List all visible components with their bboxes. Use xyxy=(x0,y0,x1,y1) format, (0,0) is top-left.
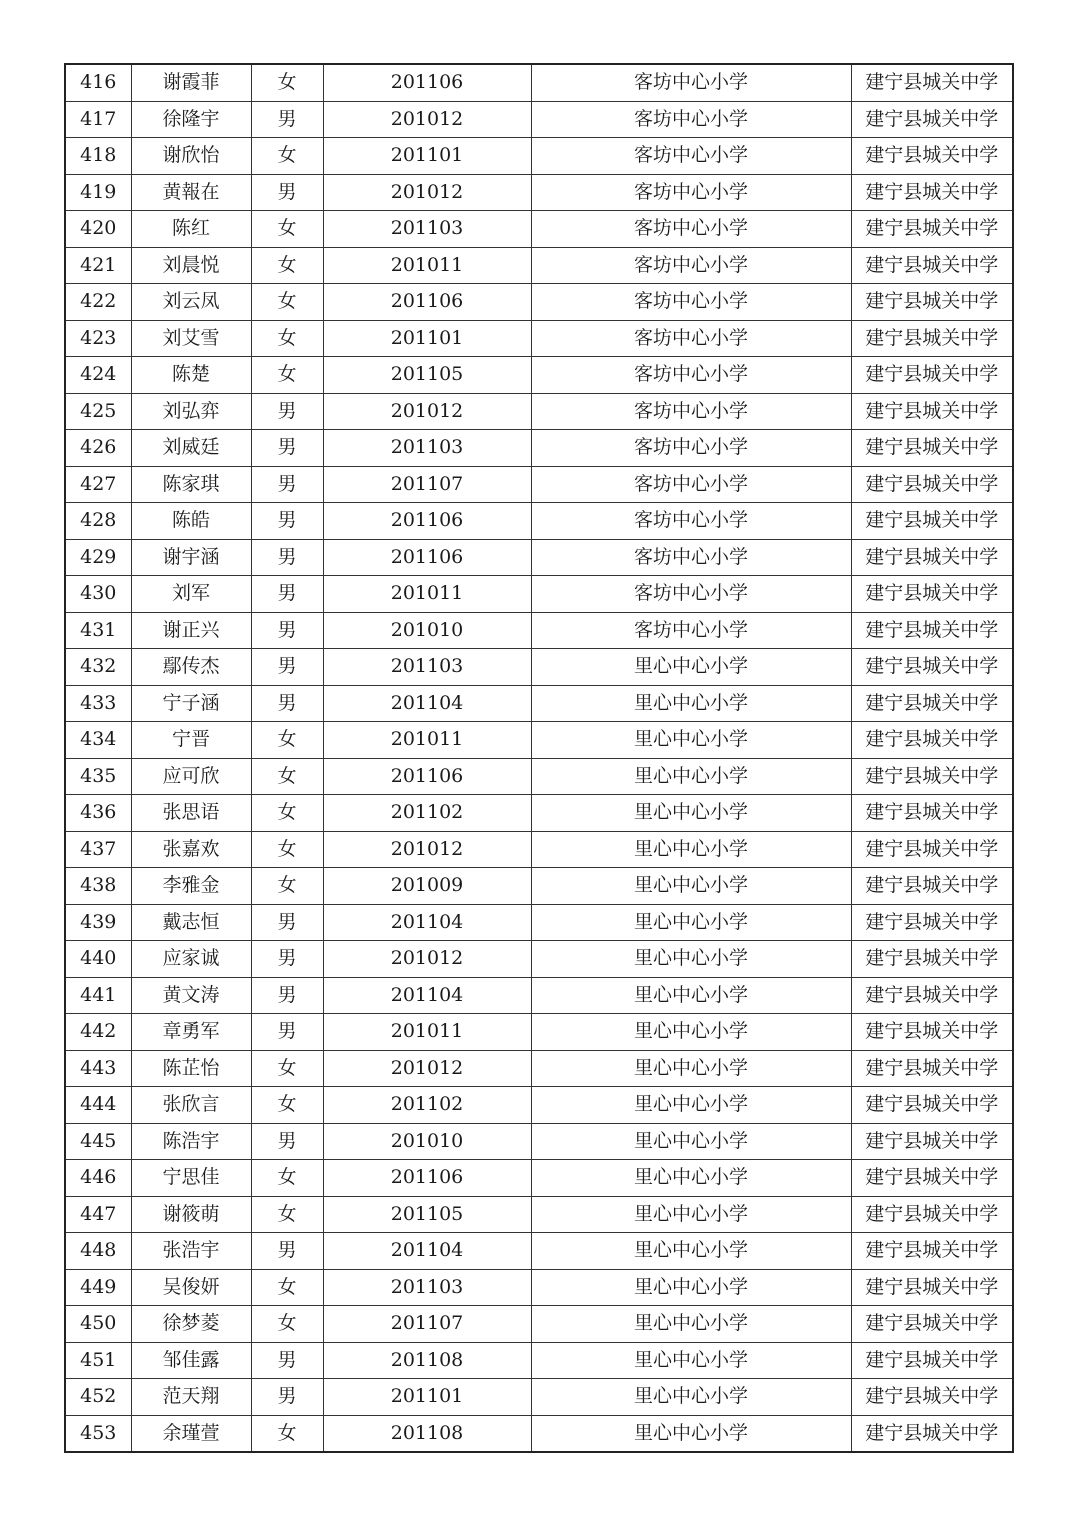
gender-cell: 女 xyxy=(251,831,323,868)
birth-month-cell: 201108 xyxy=(323,1415,531,1452)
serial-number-cell: 424 xyxy=(65,357,131,394)
serial-number-cell: 448 xyxy=(65,1233,131,1270)
assigned-middle-school-cell: 建宁县城关中学 xyxy=(851,64,1013,101)
primary-school-cell: 里心中心小学 xyxy=(531,1415,851,1452)
assigned-middle-school-cell: 建宁县城关中学 xyxy=(851,649,1013,686)
gender-cell: 女 xyxy=(251,722,323,759)
gender-cell: 男 xyxy=(251,174,323,211)
student-name-cell: 徐梦菱 xyxy=(131,1306,251,1343)
assigned-middle-school-cell: 建宁县城关中学 xyxy=(851,466,1013,503)
birth-month-cell: 201106 xyxy=(323,64,531,101)
assigned-middle-school-cell: 建宁县城关中学 xyxy=(851,393,1013,430)
serial-number-cell: 426 xyxy=(65,430,131,467)
assigned-middle-school-cell: 建宁县城关中学 xyxy=(851,247,1013,284)
serial-number-cell: 435 xyxy=(65,758,131,795)
serial-number-cell: 419 xyxy=(65,174,131,211)
gender-cell: 男 xyxy=(251,576,323,613)
student-name-cell: 应可欣 xyxy=(131,758,251,795)
student-name-cell: 余瑾萱 xyxy=(131,1415,251,1452)
assigned-middle-school-cell: 建宁县城关中学 xyxy=(851,357,1013,394)
table-row xyxy=(65,685,1013,722)
assigned-middle-school-cell: 建宁县城关中学 xyxy=(851,977,1013,1014)
student-name-cell: 黄報在 xyxy=(131,174,251,211)
birth-month-cell: 201011 xyxy=(323,1014,531,1051)
table-row xyxy=(65,1014,1013,1051)
table-row xyxy=(65,1415,1013,1452)
primary-school-cell: 里心中心小学 xyxy=(531,1306,851,1343)
primary-school-cell: 客坊中心小学 xyxy=(531,138,851,175)
primary-school-cell: 里心中心小学 xyxy=(531,904,851,941)
table-row xyxy=(65,466,1013,503)
serial-number-cell: 446 xyxy=(65,1160,131,1197)
gender-cell: 男 xyxy=(251,503,323,540)
primary-school-cell: 客坊中心小学 xyxy=(531,211,851,248)
assigned-middle-school-cell: 建宁县城关中学 xyxy=(851,868,1013,905)
student-name-cell: 刘弘弈 xyxy=(131,393,251,430)
gender-cell: 男 xyxy=(251,1233,323,1270)
student-name-cell: 陈家琪 xyxy=(131,466,251,503)
student-name-cell: 章勇军 xyxy=(131,1014,251,1051)
student-name-cell: 张嘉欢 xyxy=(131,831,251,868)
assigned-middle-school-cell: 建宁县城关中学 xyxy=(851,831,1013,868)
birth-month-cell: 201012 xyxy=(323,831,531,868)
assigned-middle-school-cell: 建宁县城关中学 xyxy=(851,1087,1013,1124)
student-name-cell: 张欣言 xyxy=(131,1087,251,1124)
birth-month-cell: 201012 xyxy=(323,101,531,138)
table-row xyxy=(65,1379,1013,1416)
serial-number-cell: 441 xyxy=(65,977,131,1014)
gender-cell: 女 xyxy=(251,357,323,394)
student-name-cell: 陈红 xyxy=(131,211,251,248)
birth-month-cell: 201103 xyxy=(323,1269,531,1306)
table-row xyxy=(65,1050,1013,1087)
gender-cell: 女 xyxy=(251,138,323,175)
gender-cell: 女 xyxy=(251,1196,323,1233)
birth-month-cell: 201104 xyxy=(323,685,531,722)
table-row xyxy=(65,1233,1013,1270)
birth-month-cell: 201009 xyxy=(323,868,531,905)
serial-number-cell: 428 xyxy=(65,503,131,540)
table-row xyxy=(65,576,1013,613)
table-row xyxy=(65,101,1013,138)
gender-cell: 男 xyxy=(251,539,323,576)
serial-number-cell: 440 xyxy=(65,941,131,978)
assigned-middle-school-cell: 建宁县城关中学 xyxy=(851,795,1013,832)
table-row xyxy=(65,247,1013,284)
table-row xyxy=(65,1160,1013,1197)
primary-school-cell: 里心中心小学 xyxy=(531,941,851,978)
primary-school-cell: 客坊中心小学 xyxy=(531,174,851,211)
serial-number-cell: 423 xyxy=(65,320,131,357)
student-name-cell: 范天翔 xyxy=(131,1379,251,1416)
assigned-middle-school-cell: 建宁县城关中学 xyxy=(851,1196,1013,1233)
table-row xyxy=(65,1342,1013,1379)
serial-number-cell: 433 xyxy=(65,685,131,722)
serial-number-cell: 442 xyxy=(65,1014,131,1051)
primary-school-cell: 客坊中心小学 xyxy=(531,539,851,576)
assigned-middle-school-cell: 建宁县城关中学 xyxy=(851,576,1013,613)
table-row xyxy=(65,503,1013,540)
student-name-cell: 刘云凤 xyxy=(131,284,251,321)
gender-cell: 男 xyxy=(251,430,323,467)
table-row xyxy=(65,612,1013,649)
gender-cell: 男 xyxy=(251,393,323,430)
gender-cell: 女 xyxy=(251,211,323,248)
primary-school-cell: 客坊中心小学 xyxy=(531,357,851,394)
birth-month-cell: 201105 xyxy=(323,357,531,394)
birth-month-cell: 201010 xyxy=(323,612,531,649)
gender-cell: 男 xyxy=(251,1123,323,1160)
primary-school-cell: 客坊中心小学 xyxy=(531,466,851,503)
assigned-middle-school-cell: 建宁县城关中学 xyxy=(851,138,1013,175)
serial-number-cell: 418 xyxy=(65,138,131,175)
serial-number-cell: 434 xyxy=(65,722,131,759)
primary-school-cell: 里心中心小学 xyxy=(531,722,851,759)
gender-cell: 女 xyxy=(251,1269,323,1306)
assigned-middle-school-cell: 建宁县城关中学 xyxy=(851,1123,1013,1160)
primary-school-cell: 里心中心小学 xyxy=(531,1379,851,1416)
birth-month-cell: 201012 xyxy=(323,941,531,978)
table-row xyxy=(65,211,1013,248)
table-row xyxy=(65,941,1013,978)
gender-cell: 男 xyxy=(251,1342,323,1379)
student-name-cell: 戴志恒 xyxy=(131,904,251,941)
primary-school-cell: 里心中心小学 xyxy=(531,1123,851,1160)
birth-month-cell: 201103 xyxy=(323,430,531,467)
primary-school-cell: 里心中心小学 xyxy=(531,795,851,832)
primary-school-cell: 客坊中心小学 xyxy=(531,320,851,357)
assigned-middle-school-cell: 建宁县城关中学 xyxy=(851,1050,1013,1087)
assigned-middle-school-cell: 建宁县城关中学 xyxy=(851,430,1013,467)
student-name-cell: 谢筱萌 xyxy=(131,1196,251,1233)
serial-number-cell: 420 xyxy=(65,211,131,248)
serial-number-cell: 443 xyxy=(65,1050,131,1087)
serial-number-cell: 437 xyxy=(65,831,131,868)
birth-month-cell: 201104 xyxy=(323,1233,531,1270)
primary-school-cell: 里心中心小学 xyxy=(531,831,851,868)
table-row xyxy=(65,138,1013,175)
gender-cell: 男 xyxy=(251,1014,323,1051)
assigned-middle-school-cell: 建宁县城关中学 xyxy=(851,320,1013,357)
assigned-middle-school-cell: 建宁县城关中学 xyxy=(851,1014,1013,1051)
table-row xyxy=(65,722,1013,759)
serial-number-cell: 439 xyxy=(65,904,131,941)
birth-month-cell: 201104 xyxy=(323,977,531,1014)
birth-month-cell: 201103 xyxy=(323,649,531,686)
gender-cell: 女 xyxy=(251,1087,323,1124)
birth-month-cell: 201102 xyxy=(323,795,531,832)
birth-month-cell: 201104 xyxy=(323,904,531,941)
primary-school-cell: 里心中心小学 xyxy=(531,1160,851,1197)
assigned-middle-school-cell: 建宁县城关中学 xyxy=(851,685,1013,722)
gender-cell: 女 xyxy=(251,1160,323,1197)
gender-cell: 女 xyxy=(251,247,323,284)
gender-cell: 男 xyxy=(251,904,323,941)
student-name-cell: 李雅金 xyxy=(131,868,251,905)
assigned-middle-school-cell: 建宁县城关中学 xyxy=(851,758,1013,795)
gender-cell: 女 xyxy=(251,320,323,357)
gender-cell: 女 xyxy=(251,1050,323,1087)
primary-school-cell: 里心中心小学 xyxy=(531,758,851,795)
birth-month-cell: 201011 xyxy=(323,576,531,613)
primary-school-cell: 里心中心小学 xyxy=(531,1269,851,1306)
birth-month-cell: 201012 xyxy=(323,174,531,211)
birth-month-cell: 201102 xyxy=(323,1087,531,1124)
assigned-middle-school-cell: 建宁县城关中学 xyxy=(851,612,1013,649)
serial-number-cell: 432 xyxy=(65,649,131,686)
assigned-middle-school-cell: 建宁县城关中学 xyxy=(851,539,1013,576)
student-name-cell: 吴俊妍 xyxy=(131,1269,251,1306)
gender-cell: 女 xyxy=(251,284,323,321)
primary-school-cell: 里心中心小学 xyxy=(531,1196,851,1233)
serial-number-cell: 452 xyxy=(65,1379,131,1416)
birth-month-cell: 201101 xyxy=(323,1379,531,1416)
birth-month-cell: 201012 xyxy=(323,393,531,430)
table-row xyxy=(65,64,1013,101)
birth-month-cell: 201103 xyxy=(323,211,531,248)
table-row xyxy=(65,795,1013,832)
student-name-cell: 陈浩宇 xyxy=(131,1123,251,1160)
student-name-cell: 黄文涛 xyxy=(131,977,251,1014)
primary-school-cell: 客坊中心小学 xyxy=(531,612,851,649)
primary-school-cell: 里心中心小学 xyxy=(531,685,851,722)
birth-month-cell: 201101 xyxy=(323,138,531,175)
student-name-cell: 刘艾雪 xyxy=(131,320,251,357)
primary-school-cell: 里心中心小学 xyxy=(531,1233,851,1270)
assigned-middle-school-cell: 建宁县城关中学 xyxy=(851,1160,1013,1197)
birth-month-cell: 201012 xyxy=(323,1050,531,1087)
table-row xyxy=(65,977,1013,1014)
birth-month-cell: 201108 xyxy=(323,1342,531,1379)
student-name-cell: 应家诚 xyxy=(131,941,251,978)
assigned-middle-school-cell: 建宁县城关中学 xyxy=(851,284,1013,321)
table-row xyxy=(65,1196,1013,1233)
serial-number-cell: 427 xyxy=(65,466,131,503)
serial-number-cell: 438 xyxy=(65,868,131,905)
primary-school-cell: 客坊中心小学 xyxy=(531,284,851,321)
serial-number-cell: 444 xyxy=(65,1087,131,1124)
birth-month-cell: 201106 xyxy=(323,1160,531,1197)
table-row xyxy=(65,758,1013,795)
assigned-middle-school-cell: 建宁县城关中学 xyxy=(851,174,1013,211)
birth-month-cell: 201011 xyxy=(323,247,531,284)
assigned-middle-school-cell: 建宁县城关中学 xyxy=(851,941,1013,978)
primary-school-cell: 里心中心小学 xyxy=(531,1342,851,1379)
primary-school-cell: 里心中心小学 xyxy=(531,649,851,686)
serial-number-cell: 450 xyxy=(65,1306,131,1343)
primary-school-cell: 里心中心小学 xyxy=(531,1087,851,1124)
student-roster-table xyxy=(64,63,1014,1453)
student-name-cell: 刘威廷 xyxy=(131,430,251,467)
birth-month-cell: 201101 xyxy=(323,320,531,357)
gender-cell: 男 xyxy=(251,977,323,1014)
table-row xyxy=(65,174,1013,211)
student-name-cell: 刘晨悦 xyxy=(131,247,251,284)
birth-month-cell: 201107 xyxy=(323,1306,531,1343)
gender-cell: 男 xyxy=(251,101,323,138)
assigned-middle-school-cell: 建宁县城关中学 xyxy=(851,211,1013,248)
primary-school-cell: 里心中心小学 xyxy=(531,868,851,905)
assigned-middle-school-cell: 建宁县城关中学 xyxy=(851,1233,1013,1270)
serial-number-cell: 436 xyxy=(65,795,131,832)
table-row xyxy=(65,539,1013,576)
assigned-middle-school-cell: 建宁县城关中学 xyxy=(851,722,1013,759)
primary-school-cell: 客坊中心小学 xyxy=(531,430,851,467)
primary-school-cell: 里心中心小学 xyxy=(531,1050,851,1087)
serial-number-cell: 449 xyxy=(65,1269,131,1306)
gender-cell: 男 xyxy=(251,612,323,649)
gender-cell: 男 xyxy=(251,466,323,503)
gender-cell: 男 xyxy=(251,1379,323,1416)
primary-school-cell: 客坊中心小学 xyxy=(531,576,851,613)
table-row xyxy=(65,284,1013,321)
gender-cell: 女 xyxy=(251,795,323,832)
gender-cell: 女 xyxy=(251,868,323,905)
gender-cell: 女 xyxy=(251,758,323,795)
student-name-cell: 谢正兴 xyxy=(131,612,251,649)
table-row xyxy=(65,1306,1013,1343)
student-name-cell: 谢霞菲 xyxy=(131,64,251,101)
student-name-cell: 刘军 xyxy=(131,576,251,613)
serial-number-cell: 453 xyxy=(65,1415,131,1452)
student-name-cell: 宁思佳 xyxy=(131,1160,251,1197)
primary-school-cell: 客坊中心小学 xyxy=(531,393,851,430)
serial-number-cell: 422 xyxy=(65,284,131,321)
serial-number-cell: 447 xyxy=(65,1196,131,1233)
roster-body xyxy=(65,64,1013,1452)
birth-month-cell: 201106 xyxy=(323,539,531,576)
student-name-cell: 徐隆宇 xyxy=(131,101,251,138)
birth-month-cell: 201105 xyxy=(323,1196,531,1233)
birth-month-cell: 201106 xyxy=(323,284,531,321)
student-name-cell: 陈皓 xyxy=(131,503,251,540)
birth-month-cell: 201106 xyxy=(323,758,531,795)
table-row xyxy=(65,320,1013,357)
primary-school-cell: 客坊中心小学 xyxy=(531,101,851,138)
student-name-cell: 张浩宇 xyxy=(131,1233,251,1270)
table-row xyxy=(65,649,1013,686)
table-row xyxy=(65,357,1013,394)
gender-cell: 男 xyxy=(251,649,323,686)
table-row xyxy=(65,831,1013,868)
student-name-cell: 谢欣怡 xyxy=(131,138,251,175)
gender-cell: 女 xyxy=(251,1415,323,1452)
serial-number-cell: 417 xyxy=(65,101,131,138)
serial-number-cell: 429 xyxy=(65,539,131,576)
gender-cell: 女 xyxy=(251,64,323,101)
serial-number-cell: 425 xyxy=(65,393,131,430)
primary-school-cell: 客坊中心小学 xyxy=(531,503,851,540)
assigned-middle-school-cell: 建宁县城关中学 xyxy=(851,101,1013,138)
table-row xyxy=(65,1123,1013,1160)
assigned-middle-school-cell: 建宁县城关中学 xyxy=(851,503,1013,540)
assigned-middle-school-cell: 建宁县城关中学 xyxy=(851,1342,1013,1379)
table-row xyxy=(65,904,1013,941)
student-name-cell: 宁晋 xyxy=(131,722,251,759)
assigned-middle-school-cell: 建宁县城关中学 xyxy=(851,1306,1013,1343)
student-name-cell: 谢宇涵 xyxy=(131,539,251,576)
gender-cell: 男 xyxy=(251,685,323,722)
assigned-middle-school-cell: 建宁县城关中学 xyxy=(851,1379,1013,1416)
student-name-cell: 陈芷怡 xyxy=(131,1050,251,1087)
serial-number-cell: 451 xyxy=(65,1342,131,1379)
student-name-cell: 鄢传杰 xyxy=(131,649,251,686)
student-name-cell: 张思语 xyxy=(131,795,251,832)
table-row xyxy=(65,1269,1013,1306)
primary-school-cell: 客坊中心小学 xyxy=(531,64,851,101)
document-sheet xyxy=(64,63,1012,1453)
serial-number-cell: 445 xyxy=(65,1123,131,1160)
birth-month-cell: 201107 xyxy=(323,466,531,503)
student-name-cell: 宁子涵 xyxy=(131,685,251,722)
table-row xyxy=(65,393,1013,430)
assigned-middle-school-cell: 建宁县城关中学 xyxy=(851,1415,1013,1452)
primary-school-cell: 客坊中心小学 xyxy=(531,247,851,284)
serial-number-cell: 430 xyxy=(65,576,131,613)
table-row xyxy=(65,430,1013,467)
table-row xyxy=(65,868,1013,905)
assigned-middle-school-cell: 建宁县城关中学 xyxy=(851,904,1013,941)
serial-number-cell: 416 xyxy=(65,64,131,101)
table-row xyxy=(65,1087,1013,1124)
primary-school-cell: 里心中心小学 xyxy=(531,977,851,1014)
primary-school-cell: 里心中心小学 xyxy=(531,1014,851,1051)
serial-number-cell: 431 xyxy=(65,612,131,649)
assigned-middle-school-cell: 建宁县城关中学 xyxy=(851,1269,1013,1306)
student-name-cell: 邹佳露 xyxy=(131,1342,251,1379)
birth-month-cell: 201106 xyxy=(323,503,531,540)
student-name-cell: 陈楚 xyxy=(131,357,251,394)
serial-number-cell: 421 xyxy=(65,247,131,284)
birth-month-cell: 201010 xyxy=(323,1123,531,1160)
birth-month-cell: 201011 xyxy=(323,722,531,759)
gender-cell: 男 xyxy=(251,941,323,978)
gender-cell: 女 xyxy=(251,1306,323,1343)
